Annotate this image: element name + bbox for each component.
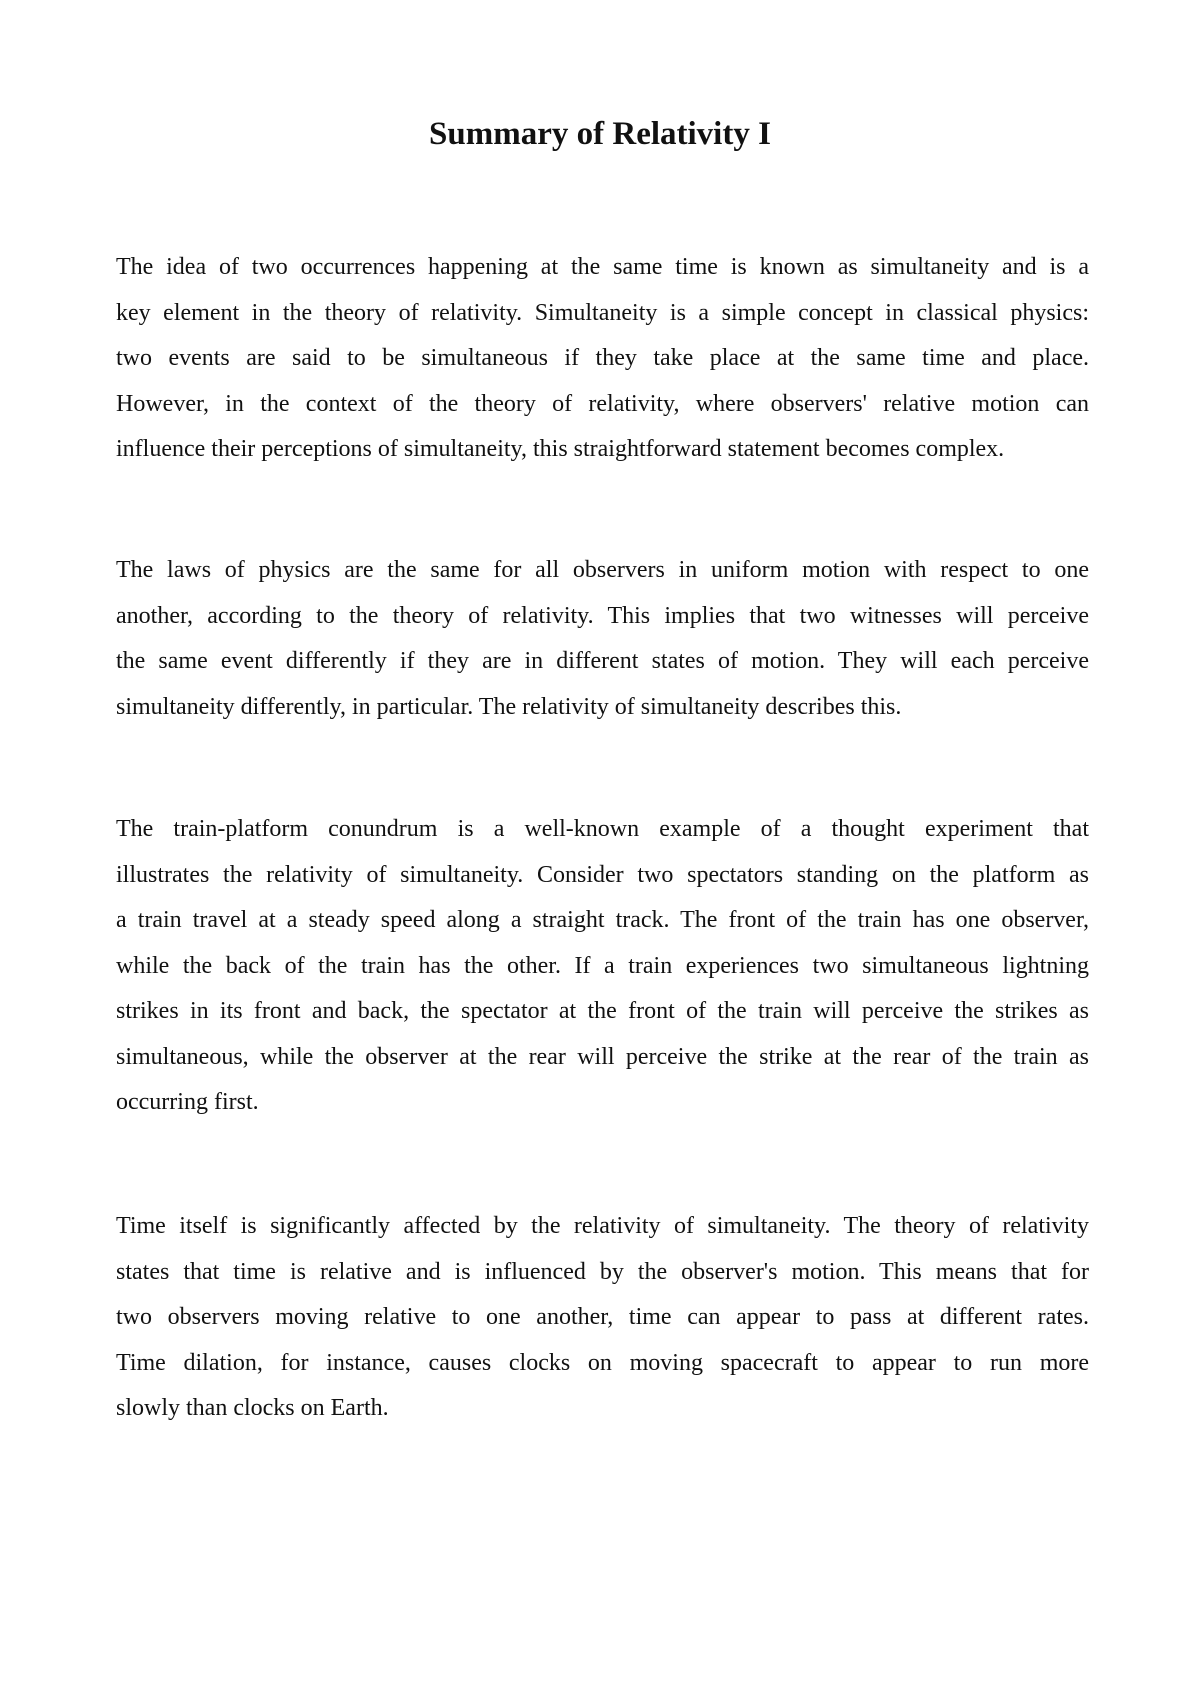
- paragraph-line: two events are said to be simultaneous if they take place at the same time and place.: [116, 345, 1089, 371]
- paragraph-line: while the back of the train has the other. If a train experiences two simultaneous lightning: [116, 952, 1089, 979]
- paragraph-line: states that time is relative and is influenced by the observer's motion. This means that for: [116, 1258, 1089, 1285]
- paragraph-line: influence their perceptions of simultaneity, this straightforward statement becomes complex.: [116, 436, 1005, 462]
- paragraph-line: another, according to the theory of relativity. This implies that two witnesses will perceive: [116, 602, 1089, 629]
- paragraph-line: illustrates the relativity of simultaneity. Consider two spectators standing on the platform as: [116, 861, 1089, 888]
- paragraph-line: The idea of two occurrences happening at the same time is known as simultaneity and is a: [116, 254, 1089, 280]
- paragraph-line: occurring first.: [116, 1089, 259, 1115]
- paragraph-3: [116, 807, 1089, 1126]
- paragraph-line: strikes in its front and back, the spectator at the front of the train will perceive the strikes as: [116, 998, 1089, 1024]
- paragraph-line: simultaneous, while the observer at the rear will perceive the strike at the rear of the train as: [116, 1043, 1089, 1070]
- paragraph-line: a train travel at a steady speed along a straight track. The front of the train has one observer,: [116, 907, 1089, 933]
- paragraph-line: The laws of physics are the same for all observers in uniform motion with respect to one: [116, 557, 1089, 583]
- paragraph-line: The train-platform conundrum is a well-known example of a thought experiment that: [116, 816, 1089, 842]
- document-title: Summary of Relativity I: [429, 116, 771, 152]
- paragraph-line: Time itself is significantly affected by the relativity of simultaneity. The theory of relativity: [116, 1213, 1089, 1239]
- paragraph-line: two observers moving relative to one another, time can appear to pass at different rates.: [116, 1304, 1089, 1330]
- paragraph-line: Time dilation, for instance, causes clocks on moving spacecraft to appear to run more: [116, 1349, 1089, 1376]
- paragraph-line: the same event differently if they are in different states of motion. They will each perceive: [116, 648, 1089, 674]
- paragraph-line: However, in the context of the theory of relativity, where observers' relative motion can: [116, 390, 1089, 417]
- paragraph-line: simultaneity differently, in particular. The relativity of simultaneity describes this.: [116, 693, 902, 720]
- paragraph-line: slowly than clocks on Earth.: [116, 1395, 389, 1421]
- paragraph-line: key element in the theory of relativity. Simultaneity is a simple concept in classical physics:: [116, 299, 1089, 326]
- paragraph-1: [116, 245, 1089, 473]
- paragraph-2: [116, 548, 1089, 730]
- paragraph-4: [116, 1204, 1089, 1432]
